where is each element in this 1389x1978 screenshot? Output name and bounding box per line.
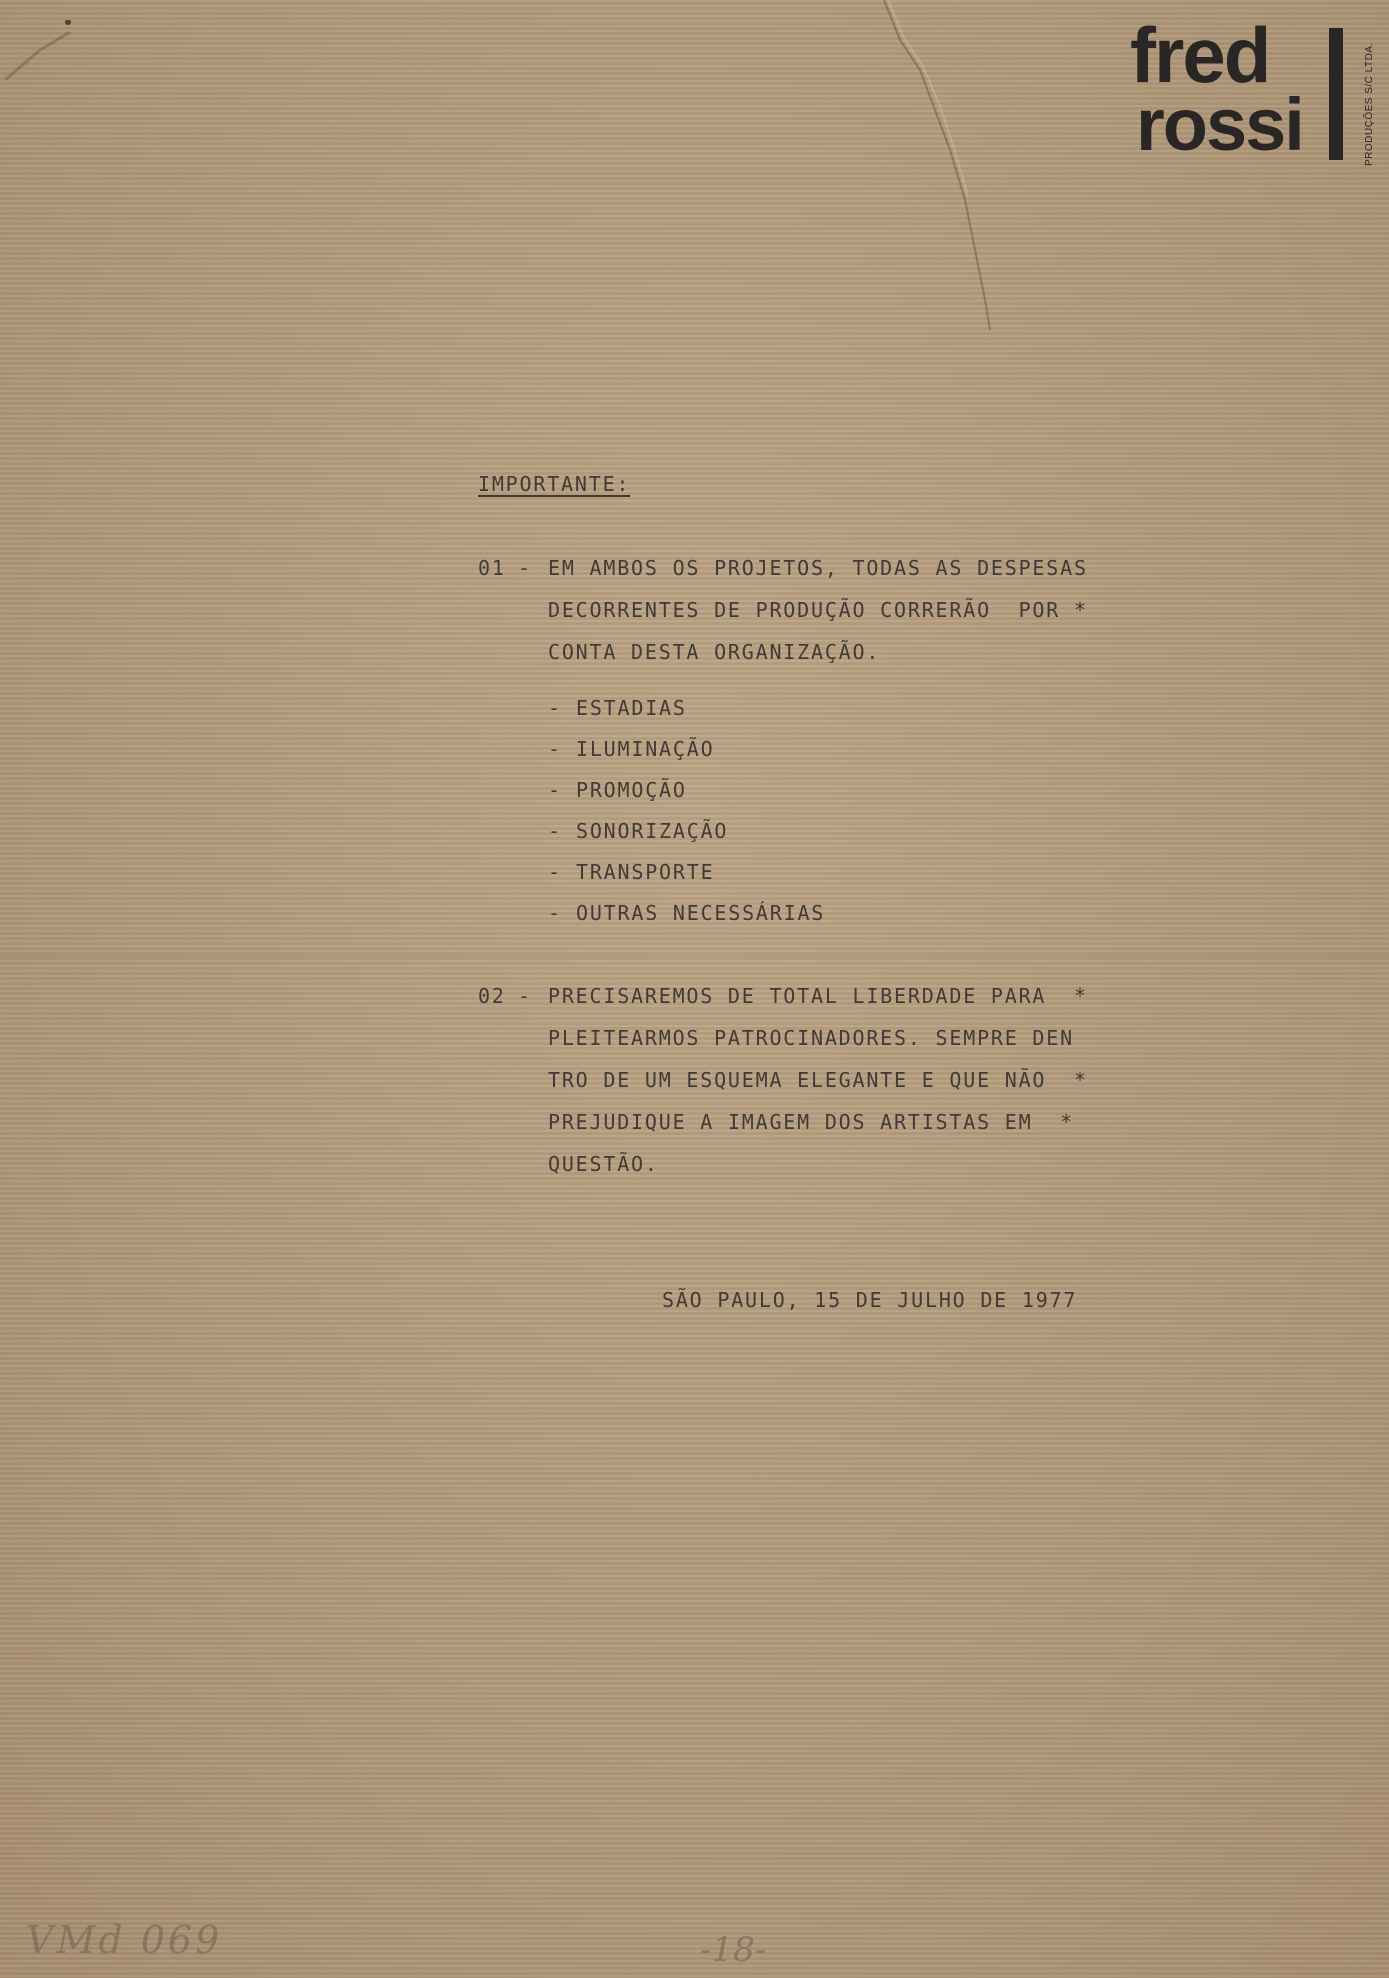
logo-bar: [1329, 28, 1343, 160]
bullet-dash: -: [548, 901, 562, 925]
bullet-dash: -: [548, 819, 562, 843]
paper-tear: [880, 0, 1000, 330]
list-item: [548, 819, 728, 843]
item1-number: 01: [478, 556, 506, 580]
list-item-label: ILUMINAÇÃO: [576, 737, 715, 761]
company-logo: [1130, 11, 1375, 166]
logo-text-bottom: rossi: [1136, 83, 1303, 166]
list-item-label: SONORIZAÇÃO: [576, 819, 729, 843]
archive-id: VMd 069: [26, 1918, 223, 1962]
list-item-label: TRANSPORTE: [576, 860, 715, 884]
item2-line: TRO DE UM ESQUEMA ELEGANTE E QUE NÃO *: [548, 1068, 1088, 1092]
list-item: [548, 860, 714, 884]
list-item: [548, 737, 714, 761]
list-item-label: PROMOÇÃO: [576, 778, 687, 802]
date-line: SÃO PAULO, 15 DE JULHO DE 1977: [662, 1288, 1078, 1312]
list-item: [548, 696, 687, 720]
item1-line: EM AMBOS OS PROJETOS, TODAS AS DESPESAS: [548, 556, 1088, 580]
list-item-label: OUTRAS NECESSÁRIAS: [576, 901, 826, 925]
item2-line: PREJUDIQUE A IMAGEM DOS ARTISTAS EM *: [548, 1110, 1074, 1134]
item2-number: 02: [478, 984, 506, 1008]
item2-separator: -: [518, 984, 532, 1008]
list-item-label: ESTADIAS: [576, 696, 687, 720]
bullet-dash: -: [548, 860, 562, 884]
list-item: [548, 778, 687, 802]
page-number: -18-: [700, 1930, 767, 1970]
logo-subtitle: PRODUÇÕES S/C LTDA.: [1364, 42, 1375, 166]
list-item: [548, 901, 825, 925]
item1-separator: -: [518, 556, 532, 580]
bullet-dash: -: [548, 737, 562, 761]
item2-line: PLEITEARMOS PATROCINADORES. SEMPRE DEN: [548, 1026, 1074, 1050]
item2-line: PRECISAREMOS DE TOTAL LIBERDADE PARA *: [548, 984, 1088, 1008]
section-heading: IMPORTANTE:: [478, 472, 631, 496]
paper-fold: [0, 955, 1389, 957]
logo-text-top: fred: [1130, 11, 1270, 99]
item1-line: DECORRENTES DE PRODUÇÃO CORRERÃO POR *: [548, 598, 1088, 622]
bullet-dash: -: [548, 778, 562, 802]
bullet-dash: -: [548, 696, 562, 720]
corner-stain: [0, 20, 90, 90]
item1-line: CONTA DESTA ORGANIZAÇÃO.: [548, 640, 881, 664]
item2-line: QUESTÃO.: [548, 1152, 659, 1176]
